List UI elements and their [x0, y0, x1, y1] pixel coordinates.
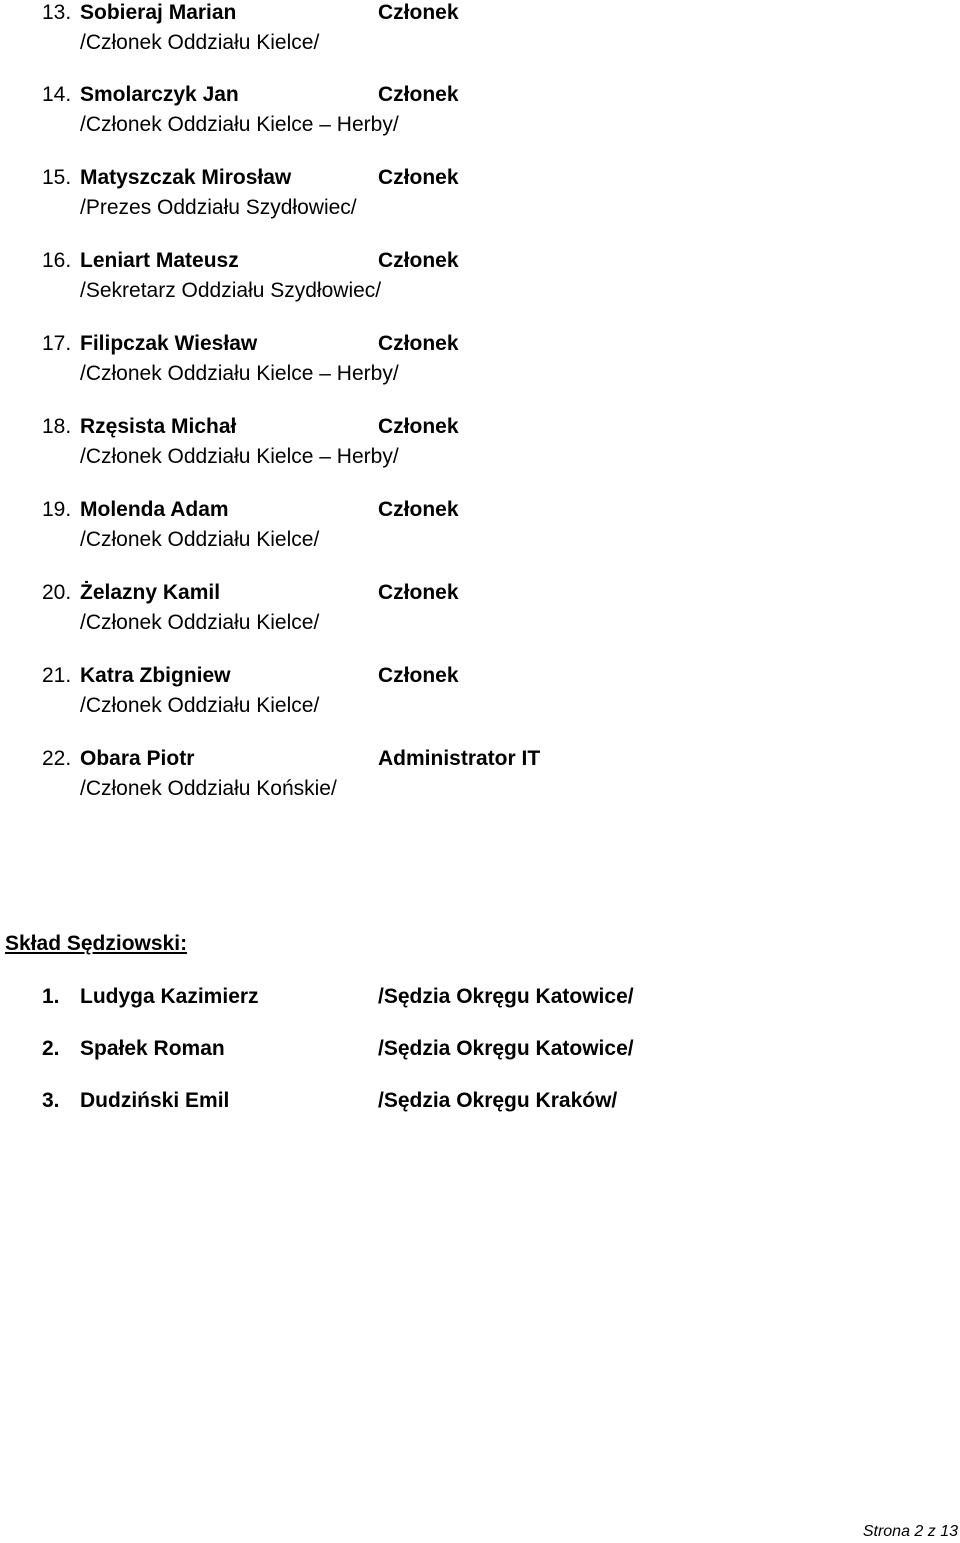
member-number: 16. — [42, 249, 72, 272]
member-entry — [0, 746, 700, 816]
member-branch: /Członek Oddziału Kielce/ — [80, 528, 320, 551]
member-entry — [0, 580, 700, 650]
member-entry — [0, 248, 700, 318]
judge-entry — [0, 1036, 800, 1066]
member-entry — [0, 82, 700, 152]
member-branch: /Członek Oddziału Kielce – Herby/ — [80, 113, 399, 136]
member-entry — [0, 497, 700, 567]
member-name: Rzęsista Michał — [80, 415, 237, 438]
member-role: Członek — [378, 581, 459, 604]
member-name: Sobieraj Marian — [80, 1, 237, 24]
member-name: Smolarczyk Jan — [80, 83, 239, 106]
member-name: Obara Piotr — [80, 747, 195, 770]
member-role: Członek — [378, 83, 459, 106]
member-branch: /Członek Oddziału Kielce – Herby/ — [80, 362, 399, 385]
member-number: 21. — [42, 664, 72, 687]
member-branch: /Prezes Oddziału Szydłowiec/ — [80, 196, 357, 219]
member-number: 15. — [42, 166, 72, 189]
judge-number: 2. — [42, 1037, 60, 1060]
member-number: 14. — [42, 83, 72, 106]
member-name: Molenda Adam — [80, 498, 229, 521]
member-name: Filipczak Wiesław — [80, 332, 258, 355]
judge-entry — [0, 1088, 800, 1118]
member-entry — [0, 165, 700, 235]
member-name: Żelazny Kamil — [80, 581, 221, 604]
member-role: Członek — [378, 249, 459, 272]
judge-role: /Sędzia Okręgu Katowice/ — [378, 985, 634, 1008]
judge-name: Spałek Roman — [80, 1037, 225, 1060]
member-branch: /Członek Oddziału Końskie/ — [80, 777, 337, 800]
member-number: 19. — [42, 498, 72, 521]
member-branch: /Członek Oddziału Kielce – Herby/ — [80, 445, 399, 468]
judge-role: /Sędzia Okręgu Kraków/ — [378, 1089, 618, 1112]
member-branch: /Członek Oddziału Kielce/ — [80, 611, 320, 634]
member-branch: /Członek Oddziału Kielce/ — [80, 31, 320, 54]
member-role: Członek — [378, 1, 459, 24]
member-name: Katra Zbigniew — [80, 664, 231, 687]
judges-section-title: Skład Sędziowski: — [5, 932, 188, 955]
member-entry — [0, 414, 700, 484]
member-entry — [0, 331, 700, 401]
member-name: Leniart Mateusz — [80, 249, 239, 272]
member-role: Członek — [378, 664, 459, 687]
judge-number: 3. — [42, 1089, 60, 1112]
member-name: Matyszczak Mirosław — [80, 166, 292, 189]
member-number: 17. — [42, 332, 72, 355]
member-role: Członek — [378, 332, 459, 355]
member-role: Członek — [378, 166, 459, 189]
member-entry — [0, 0, 700, 70]
judge-role: /Sędzia Okręgu Katowice/ — [378, 1037, 634, 1060]
member-entry — [0, 663, 700, 733]
page-number: Strona 2 z 13 — [862, 1523, 958, 1540]
member-number: 13. — [42, 1, 72, 24]
member-role: Członek — [378, 498, 459, 521]
member-number: 18. — [42, 415, 72, 438]
judge-number: 1. — [42, 985, 60, 1008]
judge-name: Ludyga Kazimierz — [80, 985, 259, 1008]
judge-name: Dudziński Emil — [80, 1089, 230, 1112]
member-branch: /Członek Oddziału Kielce/ — [80, 694, 320, 717]
member-role: Administrator IT — [378, 747, 541, 770]
judge-entry — [0, 984, 800, 1014]
member-branch: /Sekretarz Oddziału Szydłowiec/ — [80, 279, 382, 302]
member-role: Członek — [378, 415, 459, 438]
member-number: 20. — [42, 581, 72, 604]
member-number: 22. — [42, 747, 72, 770]
